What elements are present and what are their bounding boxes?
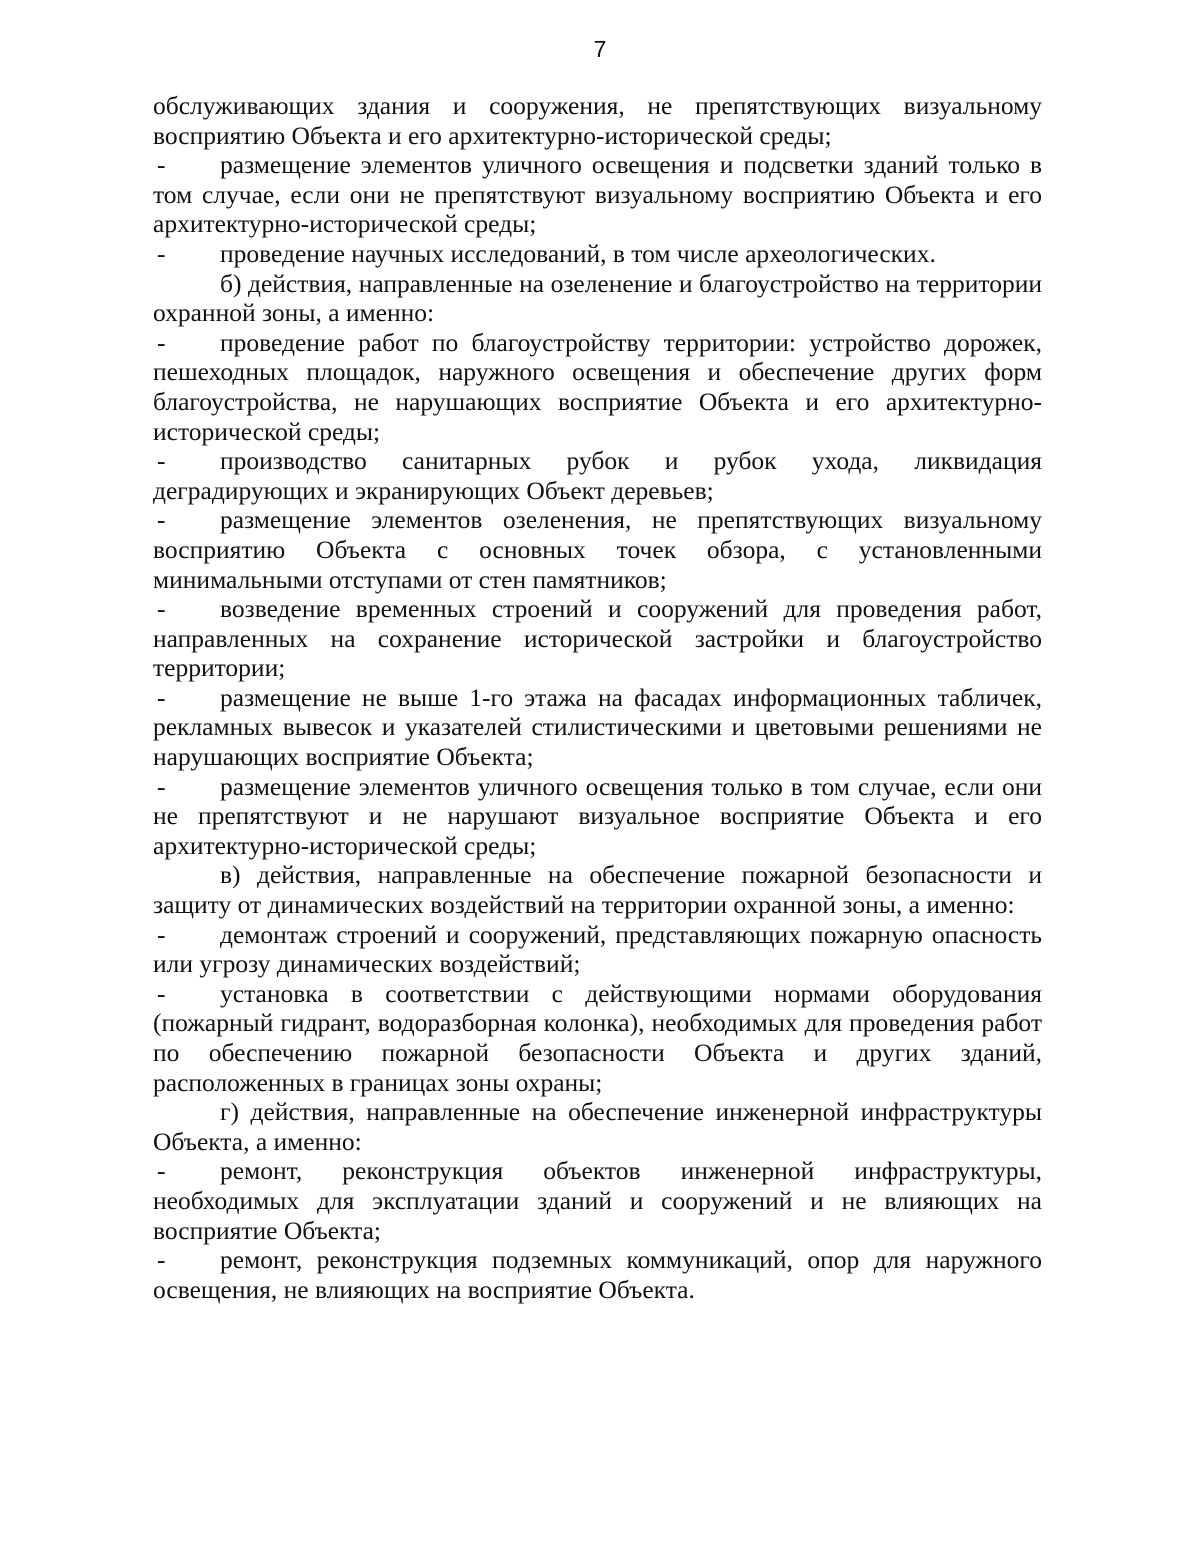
list-item xyxy=(153,239,1042,269)
dash-marker: - xyxy=(157,238,166,268)
page-number: 7 xyxy=(593,36,607,62)
paragraph-text: производство санитарных рубок и рубок ухода, ликвидация деградирующих и экранирующих Объект деревьев; xyxy=(153,446,1042,505)
paragraph-text: ремонт, реконструкция подземных коммуникаций, опор для наружного освещения, не влияющих на восприятие Объекта. xyxy=(153,1245,1042,1304)
paragraph-text: демонтаж строений и сооружений, представляющих пожарную опасность или угрозу динамических воздействий; xyxy=(153,919,1042,979)
paragraph-text: размещение элементов озеленения, не препятствующих визуальному восприятию Объекта с основных точек обзора, с установленными минимальными отступами от стен памятников; xyxy=(153,505,1042,594)
paragraph-text: проведение научных исследований, в том числе археологических. xyxy=(220,238,936,268)
dash-marker: - xyxy=(157,594,166,624)
dash-marker: - xyxy=(157,446,166,476)
dash-marker: - xyxy=(157,1156,166,1186)
list-item xyxy=(153,772,1042,861)
dash-marker: - xyxy=(157,327,166,357)
paragraph-text: размещение не выше 1-го этажа на фасадах информационных табличек, рекламных вывесок и указателей стилистическими и цветовыми решениями не нарушающих восприятие Объекта; xyxy=(153,682,1042,772)
paragraph-text: установка в соответствии с действующими нормами оборудования (пожарный гидрант, водоразборная колонка), необходимых для проведения работ по обеспечению пожарной безопасности Объекта и других зданий, расположенных в границах зоны охраны; xyxy=(153,978,1042,1097)
dash-marker: - xyxy=(157,505,166,535)
list-item xyxy=(153,979,1042,1097)
paragraph-text: размещение элементов уличного освещения только в том случае, если они не препятствуют и не нарушают визуальное восприятие Объекта и его архитектурно-исторической среды; xyxy=(153,771,1042,860)
list-item xyxy=(153,594,1042,683)
paragraph-text: проведение работ по благоустройству территории: устройство дорожек, пешеходных площадок, наружного освещения и обеспечение других форм благоустройства, не нарушающих восприятие Объекта и его архитектурно-исторической среды; xyxy=(153,327,1042,446)
list-item xyxy=(153,328,1042,446)
dash-marker: - xyxy=(157,682,166,712)
dash-marker: - xyxy=(157,978,166,1008)
paragraph-text: размещение элементов уличного освещения и подсветки зданий только в том случае, если они не препятствуют визуальному восприятию Объекта и его архитектурно-исторической среды; xyxy=(153,150,1042,239)
dash-marker: - xyxy=(157,150,166,180)
list-item xyxy=(153,150,1042,239)
paragraph: обслуживающих здания и сооружения, не препятствующих визуальному восприятию Объекта и его архитектурно-исторической среды; xyxy=(153,91,1042,150)
list-item xyxy=(153,1156,1042,1245)
list-item xyxy=(153,1245,1042,1304)
dash-marker: - xyxy=(157,771,166,801)
paragraph: в) действия, направленные на обеспечение пожарной безопасности и защиту от динамических воздействий на территории охранной зоны, а именно: xyxy=(153,860,1042,920)
list-item xyxy=(153,505,1042,594)
paragraph-text: возведение временных строений и сооружений для проведения работ, направленных на сохранение исторической застройки и благоустройство территории; xyxy=(153,594,1042,683)
list-item xyxy=(153,683,1042,772)
paragraph-text: ремонт, реконструкция объектов инженерной инфраструктуры, необходимых для эксплуатации зданий и сооружений и не влияющих на восприятие Объекта; xyxy=(153,1156,1042,1245)
list-item xyxy=(153,446,1042,505)
document-body xyxy=(153,91,1042,1304)
dash-marker: - xyxy=(157,919,166,949)
list-item xyxy=(153,920,1042,979)
paragraph: г) действия, направленные на обеспечение инженерной инфраструктуры Объекта, а именно: xyxy=(153,1097,1042,1156)
paragraph: б) действия, направленные на озеленение и благоустройство на территории охранной зоны, а именно: xyxy=(153,268,1042,328)
dash-marker: - xyxy=(157,1245,166,1275)
